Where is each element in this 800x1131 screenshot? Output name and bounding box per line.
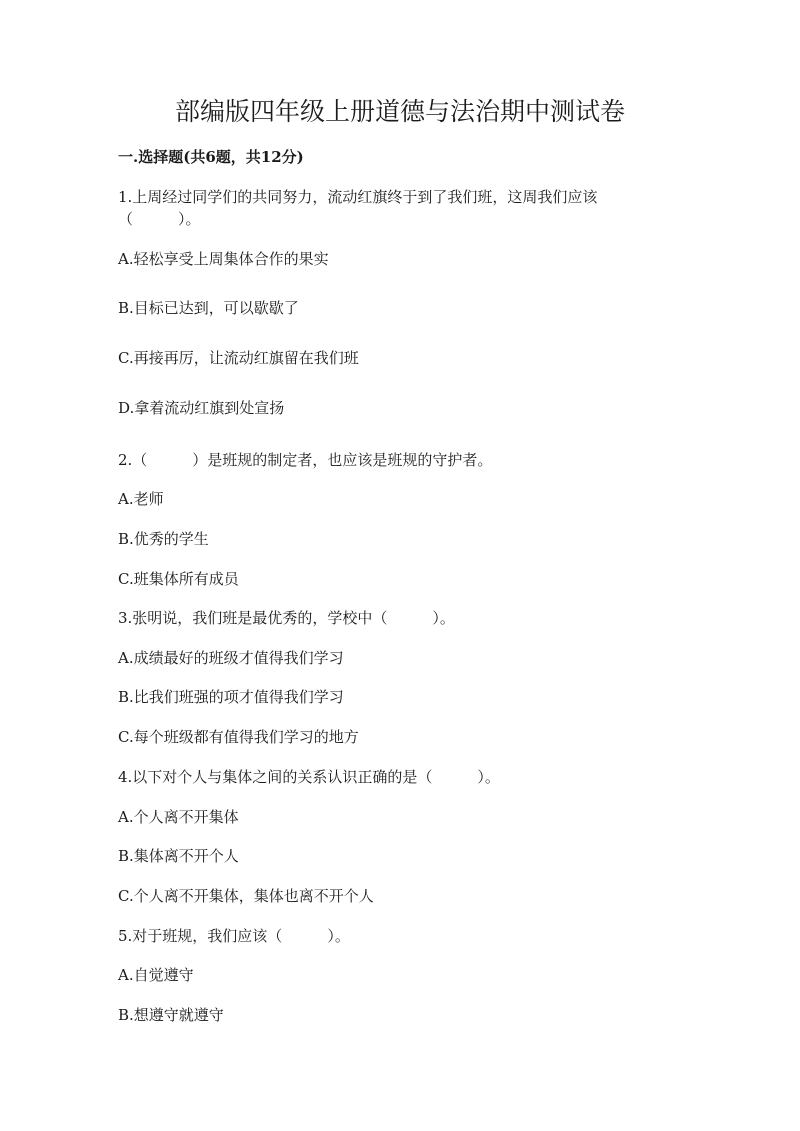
question-2-stem: 2.（ ）是班规的制定者，也应该是班规的守护者。: [118, 451, 493, 469]
question-1-option-d: D.拿着流动红旗到处宣扬: [118, 399, 285, 417]
question-1-stem-line-2: （ ）。: [118, 210, 201, 228]
question-1-stem-line-1: 1.上周经过同学们的共同努力，流动红旗终于到了我们班，这周我们应该: [118, 188, 598, 206]
question-3-option-a: A.成绩最好的班级才值得我们学习: [118, 649, 344, 667]
question-2-option-c: C.班集体所有成员: [118, 570, 239, 588]
question-3-option-b: B.比我们班强的项才值得我们学习: [118, 688, 344, 706]
question-1-option-c: C.再接再厉，让流动红旗留在我们班: [118, 349, 359, 367]
question-3-stem: 3.张明说，我们班是最优秀的，学校中（ ）。: [118, 609, 455, 627]
question-1-option-a: A.轻松享受上周集体合作的果实: [118, 250, 329, 268]
question-2-option-b: B.优秀的学生: [118, 530, 209, 548]
question-4-option-b: B.集体离不开个人: [118, 847, 239, 865]
page-title: 部编版四年级上册道德与法治期中测试卷: [174, 97, 625, 126]
question-3-option-c: C.每个班级都有值得我们学习的地方: [118, 728, 359, 746]
question-5-stem: 5.对于班规，我们应该（ ）。: [118, 927, 350, 945]
question-5-option-b: B.想遵守就遵守: [118, 1006, 224, 1024]
question-2-option-a: A.老师: [118, 490, 164, 508]
question-4-option-c: C.个人离不开集体，集体也离不开个人: [118, 887, 374, 905]
question-5-option-a: A.自觉遵守: [118, 966, 194, 984]
question-4-stem: 4.以下对个人与集体之间的关系认识正确的是（ ）。: [118, 768, 500, 786]
question-1-option-b: B.目标已达到，可以歇歇了: [118, 299, 299, 317]
question-4-option-a: A.个人离不开集体: [118, 808, 239, 826]
section-heading: 一.选择题(共6题，共12分): [118, 148, 304, 166]
